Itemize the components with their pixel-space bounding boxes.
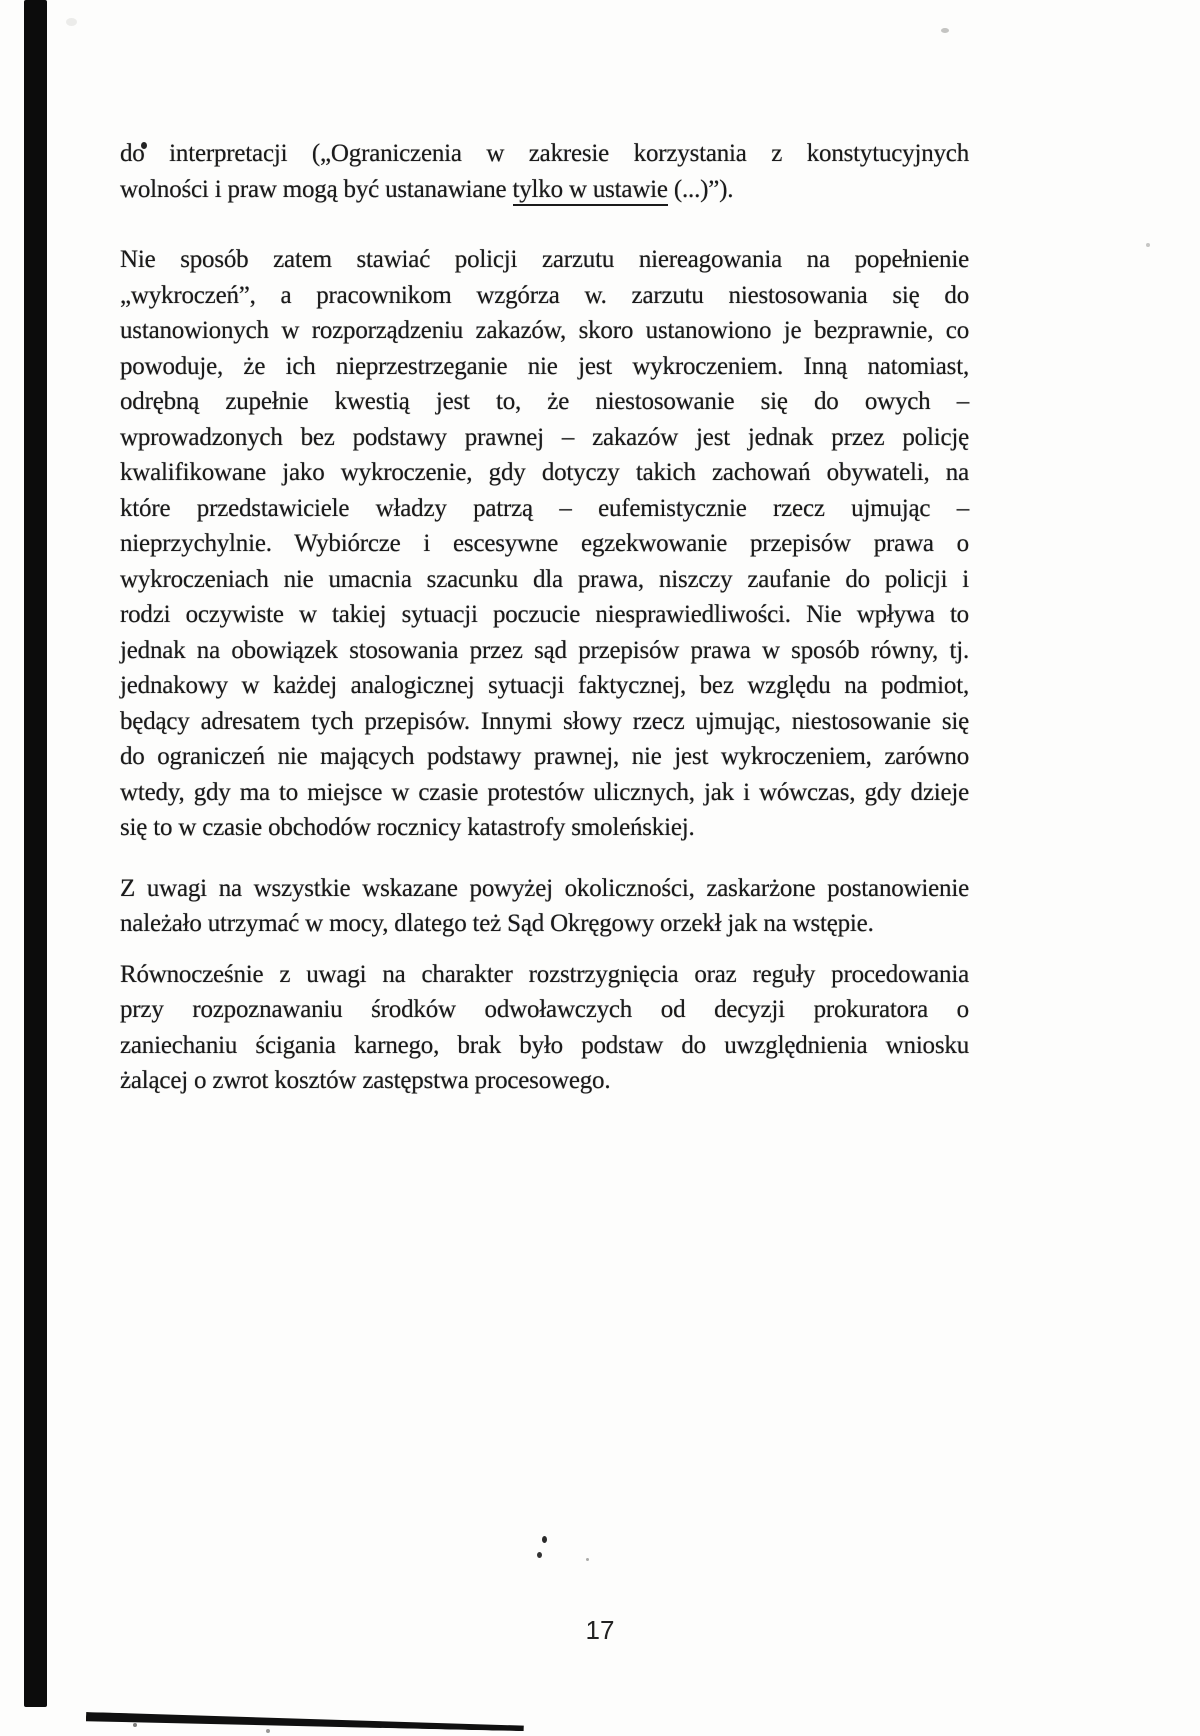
text-line: kwalifikowane jako wykroczenie, gdy dotyczy takich zachowań obywateli, na [120, 459, 969, 486]
scan-edge-artifact-bottom [86, 1712, 524, 1731]
text-line: ustanowionych w rozporządzeniu zakazów, skoro ustanowiono je bezprawnie, co [120, 317, 969, 344]
ink-speck [66, 18, 77, 26]
text-line: nieprzychylnie. Wybiórcze i escesywne egzekwowanie przepisów prawa o [120, 530, 969, 557]
text-line: Równocześnie z uwagi na charakter rozstrzygnięcia oraz reguły procedowania [120, 960, 969, 988]
text-line: do interpretacji („Ograniczenia w zakresie korzystania z konstytucyjnych [120, 140, 969, 167]
paragraph-conclusion [120, 871, 969, 942]
text-line: jednak na obowiązek stosowania przez sąd przepisów prawa w sposób równy, tj. [120, 636, 969, 664]
text-line: Nie sposób zatem stawiać policji zarzutu niereagowania na popełnienie [120, 246, 969, 273]
ink-speck [133, 1723, 137, 1727]
text-line: Z uwagi na wszystkie wskazane powyżej okoliczności, zaskarżone postanowienie [120, 874, 969, 902]
text-line: „wykroczeń”, a pracownikom wzgórza w. zarzutu niestosowania się do [120, 281, 969, 309]
text-segment: wolności i praw mogą być ustanawiane [120, 175, 513, 203]
text-line: jednakowy w każdej analogicznej sytuacji faktycznej, bez względu na podmiot, [120, 672, 969, 699]
text-segment: (...)”). [667, 175, 734, 203]
text-line: będący adresatem tych przepisów. Innymi słowy rzecz ujmując, niestosowanie się [120, 707, 969, 735]
ink-speck [266, 1729, 270, 1733]
text-line: przy rozpoznawaniu środków odwoławczych od decyzji prokuratora o [120, 996, 969, 1023]
ink-speck [1146, 243, 1150, 247]
text-line: należało utrzymać w mocy, dlatego też Sąd Okręgowy orzekł jak na wstępie. [120, 910, 874, 937]
ink-speck [941, 28, 949, 33]
paragraph-costs [120, 957, 969, 1099]
text-line: odrębną zupełnie kwestią jest to, że niestosowanie się do owych – [120, 388, 969, 415]
text-line: rodzi oczywiste w takiej sytuacji poczucie niesprawiedliwości. Nie wpływa to [120, 601, 969, 628]
text-line: wprowadzonych bez podstawy prawnej – zakazów jest jednak przez policję [120, 423, 969, 451]
ink-speck [537, 1552, 542, 1558]
paragraph-interpretation [120, 136, 969, 207]
text-line: wtedy, gdy ma to miejsce w czasie protestów ulicznych, jak i wówczas, gdy dzieje [120, 778, 969, 806]
document-body [120, 136, 969, 1099]
text-line: żalącej o zwrot kosztów zastępstwa procesowego. [120, 1067, 611, 1094]
text-line: się to w czasie obchodów rocznicy katastrofy smoleńskiej. [120, 814, 695, 841]
text-line: powoduje, że ich nieprzestrzeganie nie jest wykroczeniem. Inną natomiast, [120, 352, 969, 380]
text-line: zaniechaniu ścigania karnego, brak było podstaw do uwzględnienia wniosku [120, 1031, 969, 1059]
scan-edge-artifact-left [24, 0, 47, 1707]
text-line: do ograniczeń nie mających podstawy prawnej, nie jest wykroczeniem, zarówno [120, 743, 969, 770]
text-line: wykroczeniach nie umacnia szacunku dla prawa, niszczy zaufanie do policji i [120, 565, 969, 593]
ink-speck [586, 1558, 589, 1561]
underlined-text: tylko w ustawie [513, 176, 668, 206]
paragraph-main-reasoning [120, 242, 969, 846]
ink-speck [542, 1536, 547, 1543]
text-line: które przedstawiciele władzy patrzą – eufemistycznie rzecz ujmując – [120, 494, 969, 522]
text-line [120, 172, 969, 208]
page-number: 17 [585, 1615, 615, 1645]
